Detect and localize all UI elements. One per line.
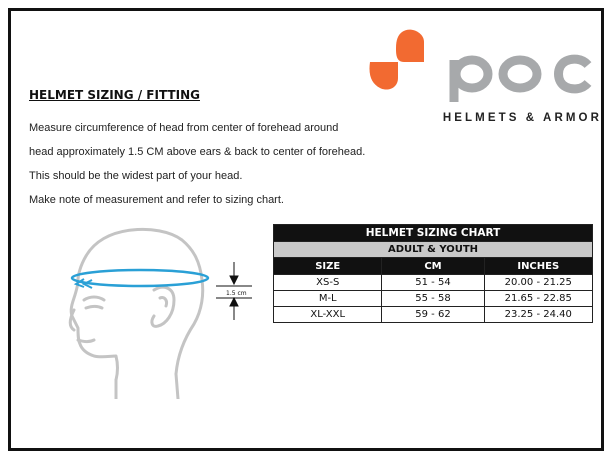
logo-blob-top	[396, 30, 424, 62]
head-outline-icon	[66, 224, 266, 399]
chart-header-row	[274, 258, 593, 275]
poc-logo-mark	[362, 28, 602, 112]
head-measurement-illustration	[66, 224, 266, 399]
table-row	[274, 291, 593, 307]
column-header-inches: INCHES	[484, 258, 592, 275]
cell-cm: 51 - 54	[382, 275, 484, 291]
chart-title: HELMET SIZING CHART	[274, 225, 593, 242]
column-header-size: SIZE	[274, 258, 382, 275]
instruction-line: Measure circumference of head from center of forehead around	[29, 122, 339, 134]
cell-inches: 21.65 - 22.85	[484, 291, 592, 307]
column-header-cm: CM	[382, 258, 484, 275]
cell-size: XL-XXL	[274, 307, 382, 323]
instruction-line: Make note of measurement and refer to sizing chart.	[29, 194, 284, 206]
measure-label: 1.5 cm	[226, 290, 247, 297]
logo-tagline: HELMETS & ARMOR	[442, 112, 602, 124]
instructions-heading: HELMET SIZING / FITTING	[29, 88, 200, 102]
chart-subtitle: ADULT & YOUTH	[274, 242, 593, 258]
cell-size: M-L	[274, 291, 382, 307]
instruction-line: head approximately 1.5 CM above ears & back to center of forehead.	[29, 146, 366, 158]
logo-letter-c	[559, 59, 589, 89]
cell-inches: 23.25 - 24.40	[484, 307, 592, 323]
logo-blob-left	[369, 62, 398, 90]
cell-cm: 59 - 62	[382, 307, 484, 323]
cell-inches: 20.00 - 21.25	[484, 275, 592, 291]
logo-letter-o	[503, 60, 537, 88]
instruction-line: This should be the widest part of your head.	[29, 170, 243, 182]
logo-letter-p-bowl	[456, 60, 488, 88]
cell-size: XS-S	[274, 275, 382, 291]
table-row	[274, 275, 593, 291]
helmet-sizing-chart	[273, 224, 593, 323]
measuring-tape	[72, 270, 208, 286]
table-row	[274, 307, 593, 323]
poc-logo	[362, 28, 602, 128]
cell-cm: 55 - 58	[382, 291, 484, 307]
